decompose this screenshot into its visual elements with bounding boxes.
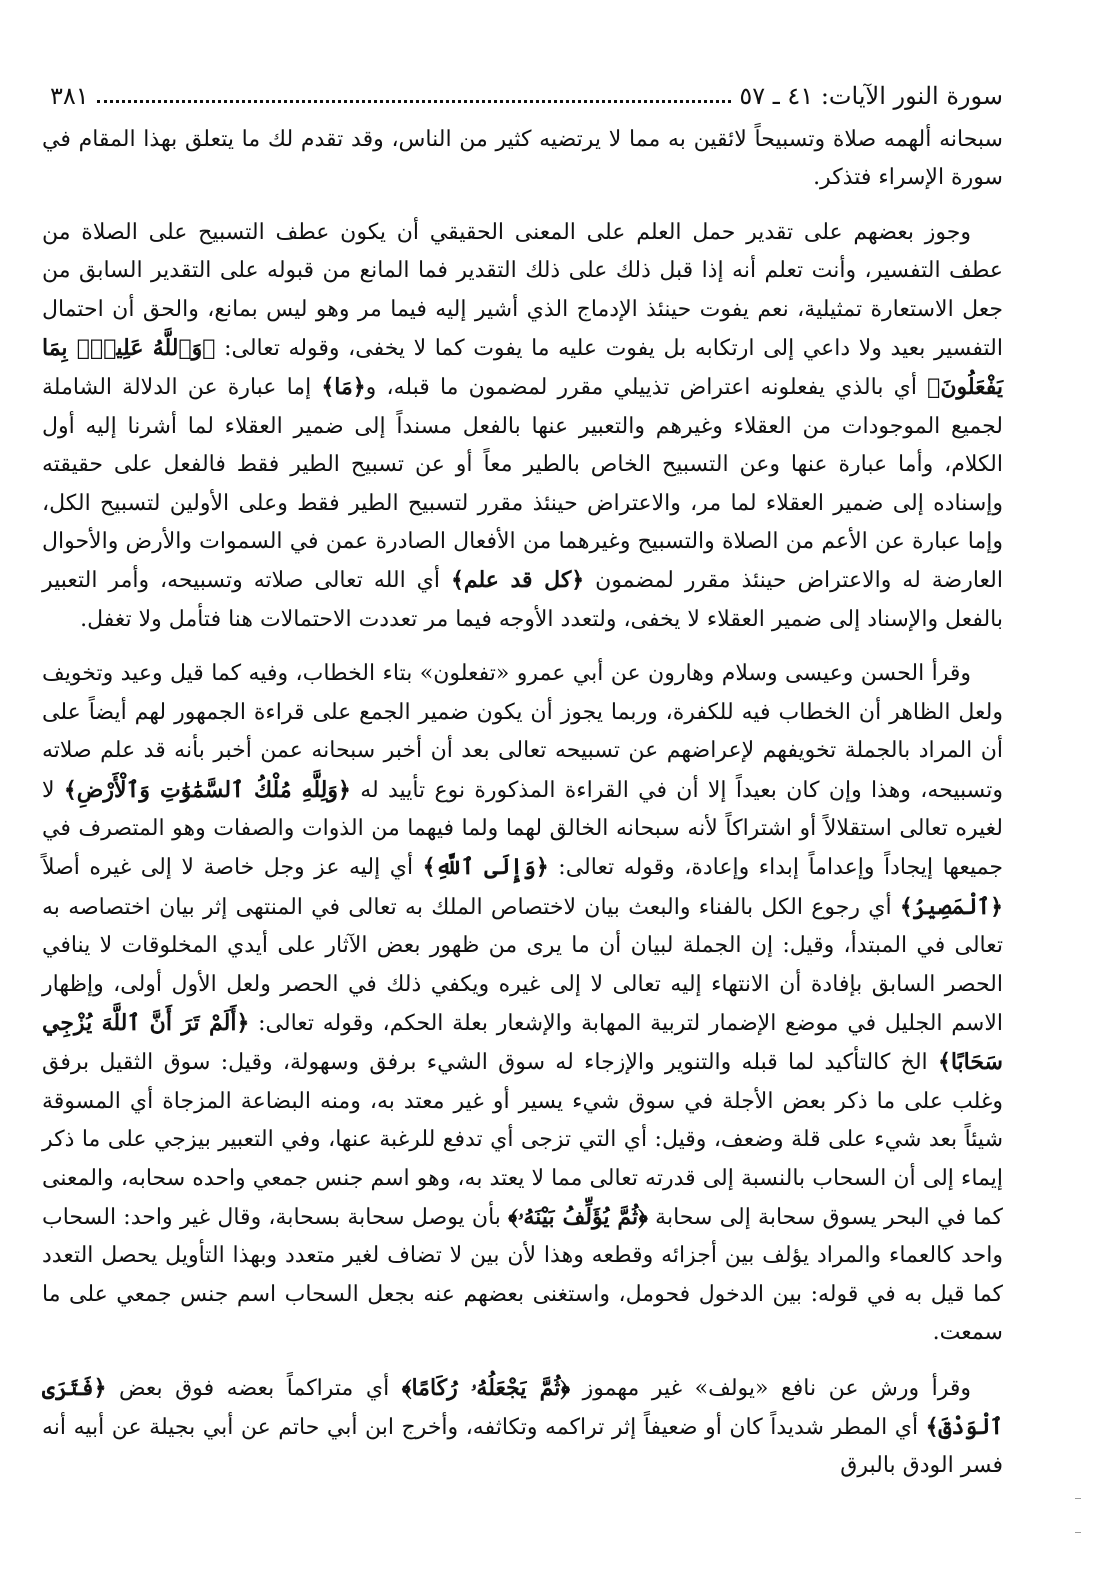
paragraph <box>42 121 1003 198</box>
text-run: وجوز بعضهم على تقدير حمل العلم على المعنى الحقيقي أن يكون عطف التسبيح على الصلاة من عطف التفسير، وأنت تعلم أنه إذا قبل ذلك على ذلك التقدير فما المانع من قبوله على التقدير السابق من جعل الاستعارة تمثيلية، نعم يفوت حينئذ الإدماج الذي أشير إليه فيما مر وهو ليس بمانع، والحق أن احتمال التفسير بعيد ولا داعي إلى ارتكابه بل يفوت عليه ما يفوت كما لا يخفى، وقوله تعالى: <box>42 219 1003 362</box>
margin-tick <box>1075 1532 1081 1533</box>
surah-header-title: سورة النور الآيات: ٤١ ـ ٥٧ <box>739 82 1003 110</box>
quran-quote: ﴿ثُمَّ يَجْعَلُهُۥ رُكَامًا﴾ <box>401 1374 571 1401</box>
quran-quote: ﴿وَلِلَّهِ مُلْكُ ٱلسَّمَٰوَٰتِ وَٱلْأَرْضِ﴾ <box>63 776 351 803</box>
quran-quote: ﴿وَإِلَى ٱللَّهِ﴾ <box>422 854 549 881</box>
paragraph <box>42 655 1003 1352</box>
quran-quote: ﴿مَا﴾ <box>321 374 366 401</box>
margin-tick <box>1075 1498 1081 1499</box>
text-run: لا لغيره تعالى استقلالاً أو اشتراكاً لأنه سبحانه الخالق لهما ولما فيهما من الذوات والصفات وهو المتصرف في جميعها إيجاداً وإعداماً إبداء وإعادة، وقوله تعالى: <box>42 777 1003 881</box>
text-run: أي إليه عز وجل خاصة لا إلى غيره أصلاً <box>42 855 423 881</box>
page-number: ٣٨١ <box>50 82 89 110</box>
paragraph <box>42 1369 1003 1486</box>
text-run: أي المطر شديداً كان أو ضعيفاً إثر تراكمه وتكاثفه، وأخرج ابن أبي حاتم عن أبي بجيلة عن أبيه أنه فسر الودق بالبرق <box>42 1415 1003 1479</box>
text-run: بأن يوصل سحابة بسحابة، وقال غير واحد: السحاب واحد كالعماء والمراد يؤلف بين أجزائه وقطعه وهذا لأن بين لا تضاف لغير متعدد وبهذا التأويل يحصل التعدد كما قيل به في قوله: بين الدخول فحومل، واستغنى بعضهم عنه بجعل السحاب اسم جنس جمعي على ما سمعت. <box>42 1204 1003 1346</box>
text-run: وقرأ ورش عن نافع «يولف» غير مهموز <box>570 1375 971 1401</box>
quran-quote: ﴿أَلَمْ تَرَ أَنَّ ٱللَّهَ يُزْجِي سَحَابًا﴾ <box>42 1009 1003 1076</box>
quran-quote: ﴿فَتَرَى ٱلْوَدْقَ﴾ <box>42 1374 1003 1440</box>
text-run: إما عبارة عن الدلالة الشاملة لجميع الموجودات من العقلاء وغيرهم والتعبير عنها بالفعل مسنداً إلى ضمير العقلاء لما أشرنا إليه أول الكلام، وأما عبارة عنها وعن التسبيح الخاص بالطير معاً أو عن تسبيح الطير فقط فالفعل على حقيقته وإسناده إلى ضمير العقلاء لما مر، والاعتراض حينئذ مقرر لتسبيح الطير فقط وعلى الأولين لتسبيح الكل، وإما عبارة عن الأعم من الصلاة والتسبيح وغيرهما من الأفعال الصادرة عمن في السموات والأرض والأحوال العارضة له والاعتراض حينئذ مقرر لمضمون <box>42 375 1004 594</box>
header-dot-leader <box>97 100 732 103</box>
main-text-body <box>42 121 1003 1502</box>
text-run: أي بالذي يفعلونه اعتراض تذييلي مقرر لمضمون ما قبله، و <box>365 375 928 401</box>
paragraph <box>42 214 1003 639</box>
running-header <box>50 66 1003 110</box>
text-run: الخ كالتأكيد لما قبله والتنوير والإزجاء له سوق الشيء برفق وسهولة، وقيل: سوق الثقيل برفق وغلب على ما ذكر بعض الأجلة في سوق شيء يسير أو غير معتد به، ومنه البضاعة المزجاة أي المسوقة شيئاً بعد شيء على قلة وضعف، وقيل: أي التي تزجى أي تدفع للرغبة عنها، وفي التعبير بيزجي على ما ذكر إيماء إلى أن السحاب بالنسبة إلى قدرته تعالى مما لا يعتد به، وهو اسم جنس جمعي واحده سحابه، والمعنى كما في البحر يسوق سحابة إلى سحابة <box>42 1050 1003 1230</box>
text-run: أي الله تعالى صلاته وتسبيحه، وأمر التعبير بالفعل والإسناد إلى ضمير العقلاء لا يخفى، ولتعدد الأوجه فيما مر تعددت الاحتمالات هنا فتأمل ولا تغفل. <box>42 568 1003 632</box>
quran-quote: ﴿ثُمَّ يُؤَلِّفُ بَيْنَهُۥ﴾ <box>508 1203 648 1230</box>
text-run: أي رجوع الكل بالفناء والبعث بيان لاختصاص الملك به تعالى في المنتهى إثر بيان اختصاصه به تعالى في المبتدأ، وقيل: إن الجملة لبيان أن ما يرى من ظهور بعض الآثار على أيدي المخلوقات لا ينافي الحصر السابق بإفادة أن الانتهاء إليه تعالى لا إلى غيره ويكفي ذلك في الحصر ولعل الأول أولى، وإظهار الاسم الجليل في موضع الإضمار لتربية المهابة والإشعار بعلة الحكم، وقوله تعالى: <box>42 894 1004 1036</box>
text-run: أي متراكماً بعضه فوق بعض <box>106 1375 402 1401</box>
text-run: سبحانه ألهمه صلاة وتسبيحاً لائقين به مما لا يرتضيه كثير من الناس، وقد تقدم لك ما يتعلق بهذا المقام في سورة الإسراء فتذكر. <box>42 127 1003 191</box>
quran-quote: ﴿كل قد علم﴾ <box>450 567 585 594</box>
text-run: وقرأ الحسن وعيسى وسلام وهارون عن أبي عمرو «تفعلون» بتاء الخطاب، وفيه كما قيل وعيد وتخويف ولعل الظاهر أن الخطاب فيه للكفرة، وربما يجوز أن يكون ضمير الجمع على قراءة الجمهور لهم أيضاً على أن المراد بالجملة تخويفهم لإعراضهم عن تسبيحه تعالى بعد أن أخبر سبحانه عمن أخبر بأنه قد علم صلاته وتسبيحه، وهذا وإن كان بعيداً إلا أن في القراءة المذكورة نوع تأييد له <box>42 661 1003 803</box>
quran-quote: ﴿وَٱللَّهُ عَلِيمٌۢ بِمَا يَفْعَلُونَ﴾ <box>42 335 1003 401</box>
quran-quote: ﴿ٱلْمَصِيرُ﴾ <box>899 893 1003 920</box>
